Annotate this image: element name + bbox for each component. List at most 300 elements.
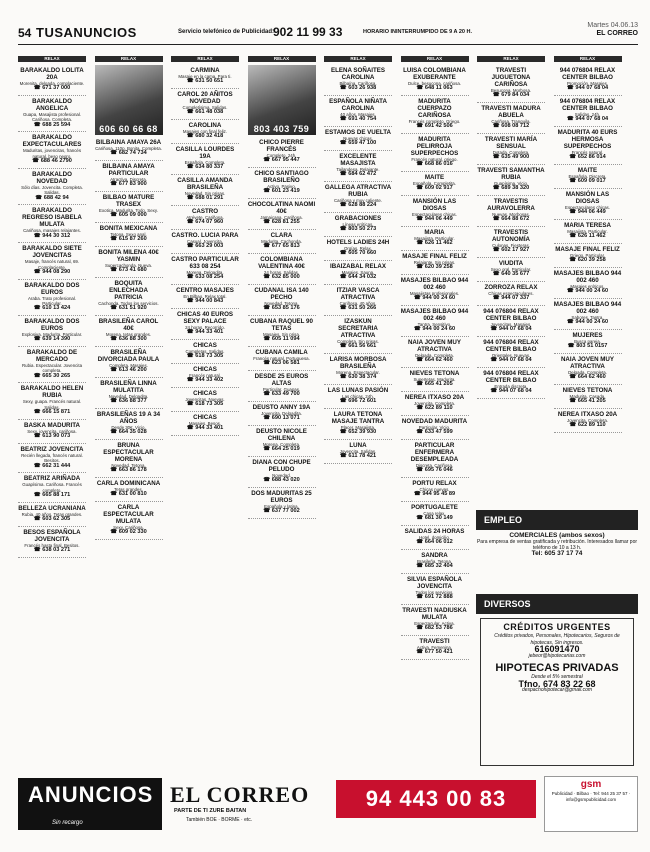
ad-body: Cariñosa. 40 años. bbox=[339, 301, 377, 306]
ad-column bbox=[18, 56, 86, 736]
ad-body: Sexy. Cariñosa. bbox=[113, 525, 144, 530]
ad-body: Orientales. Nuevas. bbox=[491, 353, 531, 358]
ad-body: Masajista. Particular. bbox=[414, 236, 455, 241]
ad-body: Cariñosa. Tranquila. bbox=[491, 119, 531, 124]
ad-body: Sexy, jovencita, cariñosa. bbox=[27, 428, 77, 434]
ad-title: CUBANA RAQUEL 90 TETAS bbox=[250, 318, 313, 332]
ad-body: Morena. Completa. bbox=[262, 442, 301, 447]
ad-phone: ☎ 690 13 071 bbox=[263, 415, 300, 422]
ad-title: CENTRO MASAJES bbox=[176, 287, 234, 294]
ad-body: Española. Completa. bbox=[184, 160, 226, 165]
classified-ad bbox=[248, 426, 316, 457]
classified-ad bbox=[95, 192, 163, 223]
classified-ad bbox=[248, 254, 316, 285]
classified-ad bbox=[324, 213, 392, 237]
ad-title: GALLEGA ATRACTIVA RUBIA bbox=[324, 184, 392, 198]
ad-title: MANSIÓN LAS DIOSAS bbox=[565, 191, 610, 205]
ad-phone: ☎ 605 09 000 bbox=[110, 212, 147, 219]
ad-body: Activa. Femenina. bbox=[416, 645, 453, 650]
ad-phone: ☎ 944 07 68 04 bbox=[566, 85, 609, 92]
ad-body: Brasileña. Tetona. bbox=[416, 559, 453, 564]
ad-title: 944 076804 RELAX CENTER BILBAO bbox=[483, 370, 539, 384]
classified-ad bbox=[401, 65, 469, 96]
ad-phone: ☎ 644 34 032 bbox=[339, 274, 377, 281]
classified-ad bbox=[554, 299, 622, 330]
ad-title: NOVEDAD MADURITA bbox=[401, 418, 468, 425]
classified-ad bbox=[554, 220, 622, 244]
ad-title: BILBAO MATURE TRASEX bbox=[102, 194, 155, 208]
classified-ad bbox=[324, 96, 392, 127]
ad-phone: ☎ 944 00 24 60 bbox=[413, 295, 456, 302]
ad-body: Sexo oral. Particular. bbox=[490, 267, 532, 272]
ad-body: Chicas espectaculares. bbox=[488, 291, 534, 296]
ad-body: Cariñosa, masajes relajantes. bbox=[23, 228, 81, 234]
ad-title: ESTAMOS DE VUELTA bbox=[325, 129, 391, 136]
ad-phone: ☎ 636 88 377 bbox=[110, 398, 147, 405]
ad-body: Completo. 24h. bbox=[266, 153, 297, 158]
ad-title: DEUSTO NICOLE CHILENA bbox=[256, 428, 307, 442]
service-label: Servicio telefónico de Publicidad: bbox=[178, 29, 275, 35]
ad-column bbox=[477, 56, 545, 506]
ad-phone: ☎ 666 15 871 bbox=[33, 409, 71, 416]
ad-column bbox=[401, 56, 469, 736]
elcorreo-logo bbox=[170, 782, 310, 823]
ad-body: Espectacular. Activa. bbox=[414, 621, 455, 626]
ad-title: PARTICULAR ENFERMERA DESEMPLEADA bbox=[410, 442, 459, 463]
ad-column bbox=[248, 56, 316, 736]
ad-phone: ☎ 664 25 019 bbox=[263, 446, 300, 453]
classified-ad bbox=[401, 550, 469, 574]
service-hours: HORARIO ININTERRUMPIDO DE 9 A 20 H. bbox=[363, 29, 472, 35]
classified-ad bbox=[324, 261, 392, 285]
classified-ad bbox=[324, 354, 392, 385]
ad-phone: ☎ 677 83 900 bbox=[110, 181, 147, 188]
ad-title: TRAVESTI MARÍA SENSUAL bbox=[484, 136, 538, 150]
ad-body: Completa. Masajes. bbox=[109, 363, 148, 368]
ad-phone: ☎ 665 30 265 bbox=[33, 372, 71, 379]
ad-title: TRAVESTIS AUTONOMÍA bbox=[491, 229, 531, 243]
ad-phone: ☎ 682 74 734 bbox=[110, 150, 147, 157]
ad-title: MASAJES BILBAO 944 002 460 bbox=[553, 270, 622, 284]
ad-phone: ☎ 944 00 843 bbox=[186, 298, 224, 305]
ad-phone: ☎ 628 81 255 bbox=[263, 219, 300, 226]
ad-title: BARAKALDO SIETE JOVENCITAS bbox=[22, 245, 82, 260]
ad-title: MASAJE FINAL FELIZ bbox=[555, 246, 620, 253]
ad-title: TRAVESTI bbox=[419, 638, 450, 645]
classified-ad bbox=[95, 347, 163, 378]
classified-ad bbox=[554, 354, 622, 385]
ad-title: CARLA ESPECTACULAR MULATA bbox=[103, 504, 154, 525]
classified-ad bbox=[477, 196, 545, 227]
ad-body: Francés natural, griego. bbox=[411, 157, 458, 162]
classified-ad bbox=[554, 127, 622, 165]
ad-phone: ☎ 622 89 110 bbox=[569, 422, 606, 429]
ad-phone: ☎ 602 17 927 bbox=[492, 247, 530, 254]
classified-ad bbox=[18, 347, 86, 383]
ad-title: BRASILEÑA CAROL 40€ bbox=[98, 318, 159, 332]
classified-ad bbox=[95, 223, 163, 247]
classified-ad bbox=[95, 378, 163, 409]
classified-ad bbox=[401, 502, 469, 526]
ad-phone: ☎ 665 41 205 bbox=[416, 381, 453, 388]
classified-ad bbox=[171, 412, 239, 436]
ad-title: COLOMBIANA VALENTINA 40€ bbox=[258, 256, 305, 270]
ad-phone: ☎ 677 65 813 bbox=[263, 243, 300, 250]
ad-title: PORTUGALETE bbox=[411, 504, 458, 511]
ad-phone: ☎ 944 33 401 bbox=[186, 425, 224, 432]
ad-phone: ☎ 944 00 24 60 bbox=[566, 319, 609, 326]
ad-body: Guapa, Masajista profesional. Cariñosa. Completa. bbox=[22, 112, 82, 123]
ad-title: CARMINA bbox=[190, 67, 220, 74]
ad-body: Orgías. Relax. bbox=[343, 246, 373, 251]
ad-phone: ☎ 673 41 680 bbox=[110, 267, 147, 274]
ad-phone: ☎ 630 38 374 bbox=[339, 374, 377, 381]
ad-body: Espectaculares chicas. bbox=[565, 205, 610, 210]
column-heading: RELAX bbox=[171, 56, 239, 62]
ad-body: Francés natural. Portuguesa. bbox=[253, 356, 310, 361]
ad-title: BILBAINA AMAYA PARTICULAR bbox=[102, 163, 155, 177]
ad-title: BEATRIZ ARIÑADA bbox=[23, 475, 81, 483]
ad-body: Delgada. Completa. bbox=[568, 370, 607, 375]
ad-title: CHICO SANTIAGO BRASILEÑO bbox=[254, 170, 309, 184]
ad-body: Tailandesa. Relajante. bbox=[336, 167, 380, 172]
ad-phone: ☎ 659 47 100 bbox=[339, 140, 377, 147]
classified-ad bbox=[554, 189, 622, 220]
classified-ad bbox=[18, 473, 86, 502]
ad-phone: ☎ 609 02 917 bbox=[416, 185, 453, 192]
classified-ad bbox=[171, 65, 239, 89]
ad-body: Tantra. Sensitivo. bbox=[417, 322, 452, 327]
ad-phone: ☎ 944 06 449 bbox=[416, 216, 453, 223]
classified-ad bbox=[401, 227, 469, 251]
gsm-logo: gsm bbox=[580, 779, 602, 790]
ad-body: Completísima. Salidas. bbox=[182, 105, 228, 110]
ad-body: Española. Discreta. bbox=[568, 174, 607, 179]
ad-title: ELENA SOÑAITES CAROLINA bbox=[330, 67, 386, 81]
ad-body: Jovencita. Salidas. bbox=[339, 449, 377, 454]
ad-body: Nuevas chicas. bbox=[343, 136, 373, 141]
ad-title: BASKA MADURITA bbox=[23, 421, 81, 429]
ad-phone: ☎ 665 88 171 bbox=[33, 492, 71, 499]
ad-body: Entrada discreta. bbox=[494, 384, 528, 389]
ad-title: TRAVESTI MADURA ABUELA bbox=[481, 105, 541, 119]
ad-body: Promoción. Masajes. bbox=[567, 81, 608, 86]
ad-body: Particular. Vicio. bbox=[418, 425, 451, 430]
ad-title: BARAKALDO DOS EUROS bbox=[24, 318, 80, 333]
column-heading: RELAX bbox=[401, 56, 469, 62]
ad-title: CUBANA CAMILA bbox=[255, 349, 308, 356]
ad-phone: ☎ 668 86 016 bbox=[416, 161, 453, 168]
ad-title: TRAVESTI JUGUETONA CARIÑOSA bbox=[491, 67, 531, 88]
ad-body: Cachonda. Todos los servicios. bbox=[98, 301, 159, 306]
ad-body: Líneas eróticas. bbox=[342, 222, 374, 227]
ad-title: SILVIA ESPAÑOLA JOVENCITA bbox=[407, 576, 462, 590]
ad-body: Novedad. bbox=[272, 473, 291, 478]
ad-body: Masajes con final feliz. bbox=[182, 129, 228, 134]
ad-title: NEREA ITXASO 20A bbox=[557, 411, 618, 418]
ad-body: Rubia. Espectacular. Jovencita completa. bbox=[21, 363, 83, 374]
ad-phone: ☎ 944 07 337 bbox=[492, 295, 530, 302]
ad-column bbox=[171, 56, 239, 736]
ad-phone: ☎ 653 85 176 bbox=[263, 305, 300, 312]
classified-ad bbox=[401, 440, 469, 478]
ad-title: MAITE bbox=[577, 167, 598, 174]
ad-title: MAITE bbox=[424, 174, 445, 181]
anuncios-sub: Sin recargo bbox=[52, 820, 83, 826]
classified-ad bbox=[324, 127, 392, 151]
ad-phone: ☎ 613 90 073 bbox=[33, 433, 71, 440]
ad-phone: ☎ 691 72 888 bbox=[416, 594, 453, 601]
elcorreo-tagline: PARTE DE TI ZURE BAITAN bbox=[174, 808, 247, 814]
ad-body: Novedad. Tetona. bbox=[111, 463, 146, 468]
dateline bbox=[587, 22, 638, 38]
ad-title: DEUSTO ANNY 19A bbox=[252, 404, 311, 411]
classified-ad bbox=[171, 254, 239, 285]
service-phone: 902 11 99 33 bbox=[273, 25, 343, 39]
classified-ad bbox=[324, 285, 392, 316]
anuncios-title: ANUNCIOS bbox=[28, 782, 154, 807]
ad-body: Cariñosa, 110p. Bonita. Completa. bbox=[95, 146, 162, 151]
classified-ad bbox=[248, 402, 316, 426]
ad-title: MASAJES BILBAO 944 002 460 bbox=[553, 301, 622, 315]
ad-title: LARISA MORBOSA BRASILEÑA bbox=[329, 356, 387, 370]
classified-ad bbox=[18, 65, 86, 96]
ad-title: CASTRO PARTICULAR 633 08 254 bbox=[171, 256, 239, 270]
issue-date: Martes 04.06.13 bbox=[587, 22, 638, 29]
classified-ad bbox=[18, 444, 86, 473]
classified-ad bbox=[248, 347, 316, 371]
classified-ad bbox=[401, 337, 469, 368]
credit-phone: 616091470 bbox=[534, 644, 580, 654]
ad-body: Jovencitas. Nuevas. bbox=[185, 397, 225, 402]
ad-body: Jovencita. Delgadita. bbox=[261, 411, 302, 416]
mortgage-phone: Tfno. 674 83 22 68 bbox=[518, 678, 596, 689]
ad-body: Espectaculares chicas. bbox=[412, 212, 457, 217]
ad-title: CHICAS bbox=[193, 390, 217, 397]
ad-phone: ☎ 663 29 003 bbox=[186, 243, 224, 250]
ad-phone: ☎ 605 70 660 bbox=[339, 250, 377, 257]
ad-body: Jovencitas. Masajes. bbox=[490, 322, 532, 327]
ad-title: BARAKALDO ANGELICA bbox=[32, 98, 72, 112]
ad-body: Relajante. Sin prisas. bbox=[413, 260, 456, 265]
ad-phone: ☎ 663 86 178 bbox=[110, 467, 147, 474]
empleo-heading: COMERCIALES (ambos sexos) bbox=[509, 532, 605, 539]
ad-title: BOQUITA ENLECHADA PATRICIA bbox=[109, 280, 148, 301]
ad-body: Guapísima. Vicio. bbox=[493, 181, 529, 186]
ad-title: TRAVESTI SAMANTHA RUBIA bbox=[477, 167, 545, 181]
ad-body: Guapísima. Cariñosa. Francés completo. bbox=[22, 482, 82, 493]
footer-phone: 94 443 00 83 bbox=[336, 780, 536, 818]
photo-ad-phone: 606 60 66 68 bbox=[99, 124, 158, 135]
ad-body: 24 horas. Recorrido. bbox=[185, 325, 225, 330]
classified-ad bbox=[171, 144, 239, 175]
classified-ad bbox=[171, 89, 239, 120]
ad-body: Morena. Delgadita. bbox=[186, 270, 224, 275]
ad-phone: ☎ 611 78 421 bbox=[339, 453, 377, 460]
ad-title: BRUNA ESPECTACULAR MORENA bbox=[103, 442, 154, 463]
classified-ad bbox=[95, 440, 163, 478]
ad-phone: ☎ 664 62 460 bbox=[416, 357, 453, 364]
ad-title: CARLA DOMINICANA bbox=[96, 480, 161, 487]
ad-phone: ☎ 944 00 24 60 bbox=[566, 288, 609, 295]
ad-title: BESOS ESPAÑOLA JOVENCITA bbox=[23, 528, 81, 543]
classified-ad bbox=[477, 337, 545, 368]
ad-phone: ☎ 618 73 305 bbox=[186, 401, 224, 408]
ad-body: Dotada. Completa. bbox=[492, 150, 530, 155]
column-heading: RELAX bbox=[95, 56, 163, 62]
classified-ad bbox=[171, 120, 239, 144]
ad-title: MANSIÓN LAS DIOSAS bbox=[412, 198, 457, 212]
classified-ad bbox=[324, 385, 392, 409]
ad-title: NIEVES TETONA bbox=[409, 370, 460, 377]
ad-phone: ☎ 640 35 677 bbox=[492, 271, 530, 278]
ad-body: Maduritas, jovencitas, francés natural, beso negro. bbox=[22, 148, 82, 159]
ad-phone: ☎ 679 84 034 bbox=[492, 92, 530, 99]
classified-ad bbox=[248, 371, 316, 402]
ad-phone: ☎ 639 14 390 bbox=[33, 336, 71, 343]
ad-title: CLARA bbox=[270, 232, 293, 239]
ad-phone: ☎ 623 06 581 bbox=[263, 360, 300, 367]
ad-title: TRAVESTIS AURAVOLERRA bbox=[487, 198, 535, 212]
ad-title: DOS MADURITAS 25 EUROS bbox=[251, 490, 312, 504]
ad-title: MARIA TERESA bbox=[564, 222, 611, 229]
ad-phone: ☎ 665 41 205 bbox=[569, 398, 606, 405]
classified-ad bbox=[401, 478, 469, 502]
page-number: 54 bbox=[18, 26, 32, 40]
ad-title: ESPAÑOLA NIÑATA CAROLINA bbox=[329, 98, 387, 112]
ad-title: NAIA JOVEN MUY ATRACTIVA bbox=[407, 339, 462, 353]
ad-title: MUJERES bbox=[572, 332, 603, 339]
ad-body: Cariñosa y muy caliente. bbox=[333, 198, 383, 203]
classified-ad bbox=[401, 96, 469, 134]
column-heading: RELAX bbox=[324, 56, 392, 62]
ad-phone: ☎ 613 46 200 bbox=[110, 367, 147, 374]
ad-title: BRASILEÑA DIVORCIADA PAULA bbox=[97, 349, 160, 363]
gsm-ad bbox=[544, 776, 638, 832]
credit-heading: CRÉDITOS URGENTES bbox=[503, 622, 611, 632]
ad-phone: ☎ 944 95 45 89 bbox=[413, 491, 456, 498]
classified-ad bbox=[95, 502, 163, 540]
classified-ad bbox=[324, 409, 392, 440]
credit-ad bbox=[480, 618, 634, 766]
classified-ad bbox=[18, 527, 86, 558]
ad-title: BELLEZA UCRANIANA bbox=[18, 504, 86, 512]
classified-ad bbox=[171, 309, 239, 340]
ad-body: Todos los servicios. bbox=[415, 590, 454, 595]
ad-body: Busca pareja. bbox=[574, 339, 601, 344]
ad-title: LAS LUNAS PASIÓN bbox=[327, 387, 389, 394]
ad-phone: ☎ 618 73 305 bbox=[186, 353, 224, 360]
ad-title: CHICAS bbox=[193, 366, 217, 373]
classified-ad bbox=[248, 168, 316, 199]
ad-title: CHICAS bbox=[193, 414, 217, 421]
classified-ad bbox=[401, 392, 469, 416]
classified-ad bbox=[18, 243, 86, 279]
classified-ad bbox=[324, 182, 392, 213]
ad-title: PORTU RELAX bbox=[412, 480, 457, 487]
classified-ad bbox=[401, 251, 469, 275]
ad-body: Masajes. Sauna. bbox=[341, 270, 375, 275]
classified-ad bbox=[18, 316, 86, 347]
ad-phone: ☎ 944 07 68 04 bbox=[490, 357, 532, 364]
classified-ad bbox=[554, 385, 622, 409]
ad-title: CAROL 20 AÑITOS NOVEDAD bbox=[177, 91, 233, 105]
ad-body: Explosiva. Madurita. Particular. bbox=[21, 332, 83, 338]
ad-phone: ☎ 661 48 038 bbox=[186, 109, 224, 116]
empleo-ad bbox=[476, 533, 638, 591]
ad-body: Araba. Trato profesional. Particular. bbox=[27, 295, 77, 307]
classified-ad bbox=[477, 282, 545, 306]
classified-ad bbox=[477, 258, 545, 282]
ad-title: GRABACIONES bbox=[334, 215, 382, 222]
ad-body: Rubia, 40 años. Tetas grandes. bbox=[21, 511, 83, 517]
ad-body: Masajes. Sin prisa. bbox=[262, 332, 301, 337]
classified-ad bbox=[95, 137, 163, 161]
classified-ad bbox=[401, 636, 469, 660]
ad-body: Novedad. Delgadita. bbox=[108, 394, 149, 399]
ad-phone: ☎ 664 06 012 bbox=[416, 539, 453, 546]
classified-ad bbox=[324, 316, 392, 354]
ad-title: BEATRIZ JOVENCITA bbox=[20, 445, 84, 453]
ad-phone: ☎ 803 51 0157 bbox=[567, 343, 608, 350]
ad-phone: ☎ 633 49 700 bbox=[263, 391, 300, 398]
ad-title: MARIA bbox=[424, 229, 445, 236]
ad-body: En Bilbao. Relax total. bbox=[183, 294, 227, 299]
ad-title: BRASILEÑA LINNA MULATITA bbox=[100, 380, 157, 394]
paper-name: EL CORREO bbox=[596, 30, 638, 37]
classified-ad bbox=[171, 175, 239, 206]
classified-ad bbox=[401, 526, 469, 550]
mortgage-heading: HIPOTECAS PRIVADAS bbox=[495, 662, 619, 674]
ad-body: 24 horas. Salidas. bbox=[263, 270, 300, 275]
ad-title: CASTRO. LUCIA PARA bbox=[171, 232, 239, 239]
classified-ad bbox=[171, 364, 239, 388]
classified-ad bbox=[18, 132, 86, 168]
photo-ad bbox=[95, 65, 163, 135]
classified-ad bbox=[248, 230, 316, 254]
ad-body: Placer. Masajista. bbox=[340, 425, 376, 430]
ad-body: Particular. Guapas. bbox=[262, 387, 301, 392]
classified-ad bbox=[18, 503, 86, 527]
ad-body: Casa relax. bbox=[423, 511, 446, 516]
ad-title: HOTELS LADIES 24H bbox=[326, 239, 390, 246]
ad-body: Las chicas. 24h. bbox=[342, 394, 374, 399]
ad-title: 944 076804 RELAX CENTER BILBAO bbox=[559, 67, 616, 81]
elcorreo-also: También BOE · BORME · etc. bbox=[186, 817, 253, 823]
classified-ad bbox=[248, 285, 316, 316]
ad-phone: ☎ 685 32 404 bbox=[416, 563, 453, 570]
ad-phone: ☎ 661 56 661 bbox=[339, 343, 377, 350]
ad-title: CASILLA AMANDA BRASILEÑA bbox=[177, 177, 233, 191]
classified-ad bbox=[95, 409, 163, 440]
classified-ad bbox=[248, 137, 316, 168]
brand-title: TUSANUNCIOS bbox=[36, 25, 137, 40]
ad-column bbox=[324, 56, 392, 736]
column-heading: RELAX bbox=[477, 56, 545, 62]
classified-ad bbox=[171, 206, 239, 230]
classified-ad bbox=[324, 151, 392, 182]
empleo-body: Para empresa de ventas gratificada y retribución. Interesados llamar por teléfono de 10 a 13 h. bbox=[476, 539, 638, 551]
ad-phone: ☎ 944 08 290 bbox=[33, 269, 71, 276]
photo-ad bbox=[248, 65, 316, 135]
classified-ad bbox=[95, 247, 163, 278]
credit-body: Créditos privados, Personales, Hipotecarios, Seguros de hipotecas, Sin ingresos. bbox=[494, 633, 620, 646]
ad-body: Atractiva. Discreta. bbox=[110, 177, 147, 182]
classified-ad bbox=[477, 165, 545, 196]
ad-title: ZORROZA RELAX bbox=[484, 284, 538, 291]
ad-phone: ☎ 944 07 68 04 bbox=[566, 116, 609, 123]
ad-title: LAURA TETONA MASAJE TANTRA bbox=[331, 411, 385, 425]
